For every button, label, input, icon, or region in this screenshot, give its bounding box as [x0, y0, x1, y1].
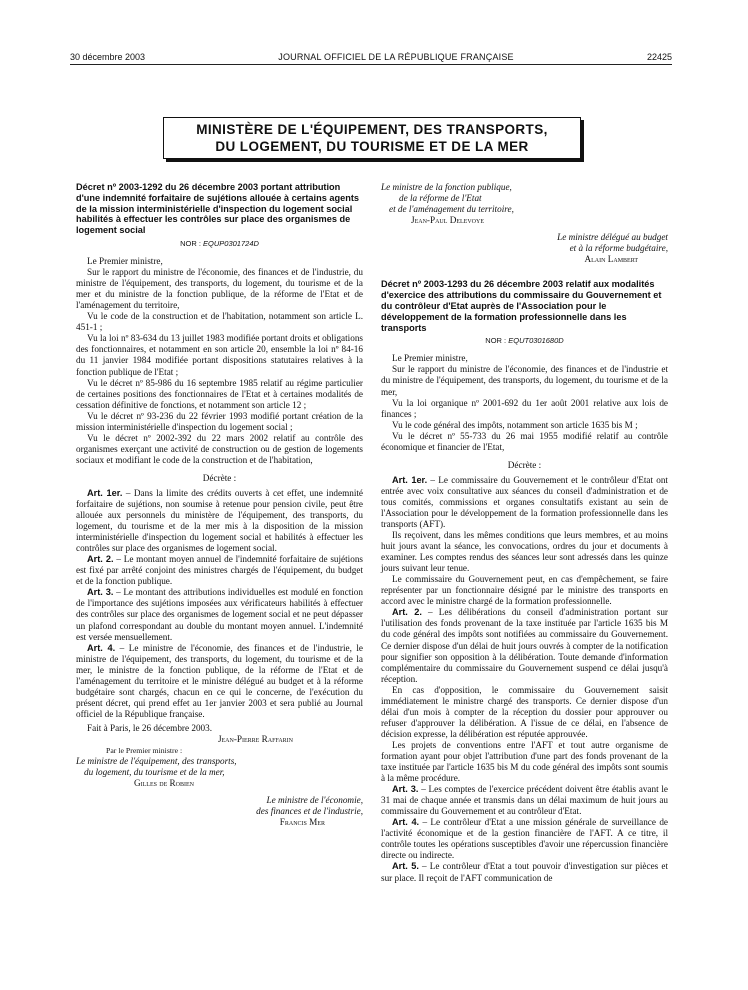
- article-2: [76, 554, 363, 587]
- signatory-title: Le ministre de l'équipement, des transports,: [76, 756, 237, 767]
- preamble-line: Sur le rapport du ministre de l'économie, des finances et de l'industrie et du ministre de l'équipement, des transports, du logement, du tourisme et de la mer,: [381, 364, 668, 397]
- preamble-line: Le Premier ministre,: [392, 353, 468, 364]
- ministry-line-2: DU LOGEMENT, DU TOURISME ET DE LA MER: [215, 139, 529, 154]
- nor-code: EQUT0301680D: [508, 336, 564, 346]
- nor-code: EQUP0301724D: [203, 238, 259, 248]
- decrete-heading: Décrète :: [507, 459, 542, 470]
- decrete-heading: Décrète :: [202, 472, 237, 483]
- article-text: – Le contrôleur d'Etat a une mission générale de surveillance de l'activité économique et de la gestion financière de l'AFT. A ce titre, il contrôle toutes les opérations susceptibles d'avoir une répercussion financière directe ou indirecte.: [381, 817, 668, 861]
- journal-title: JOURNAL OFFICIEL DE LA RÉPUBLIQUE FRANÇAISE: [278, 52, 514, 62]
- issue-date: 30 décembre 2003: [70, 52, 146, 62]
- signatory-title: Le ministre délégué au budget: [557, 232, 668, 243]
- visa-line: Vu le décret nº 85-986 du 16 septembre 1985 relatif au régime particulier de certaines positions des fonctionnaires de l'Etat et à certaines modalités de cessation définitive de fonctions, et notamment son article 12 ;: [76, 377, 363, 410]
- article-label: Art. 1er.: [87, 487, 123, 498]
- article-text: – Le commissaire du Gouvernement et le contrôleur d'Etat ont entrée avec voix consultative aux séances du conseil d'administration et de tous comités, commissions et organes consultatifs existant au sein de l'Association pour le développement de la formation professionnelle dans les transports (AFT).: [381, 474, 668, 530]
- article-text: – Le montant des attributions individuelles est modulé en fonction de l'importance des sujétions imposées aux vérificateurs habilités à effectuer des contrôles sur place des organismes de logement social et ne peut dépasser un plafond correspondant au double du montant moyen annuel. L'indemnité est versée mensuellement.: [76, 587, 363, 642]
- article-label: Art. 5.: [392, 861, 419, 872]
- article-label: Art. 3.: [87, 587, 114, 598]
- article-2: [381, 607, 668, 684]
- article-5: [381, 861, 668, 883]
- visa-line: Vu le décret nº 2002-392 du 22 mars 2002 relatif au contrôle des organismes exerçant une activité de construction ou de gestion de logements sociaux et modifiant le code de la construction et de l'habitation,: [76, 432, 363, 465]
- article-1: [76, 488, 363, 554]
- signatory-name: Jean-Paul Delevoye: [411, 215, 484, 226]
- preamble-line: Le Premier ministre,: [87, 256, 163, 267]
- visa-line: Vu le code de la construction et de l'habitation, notamment son article L. 451-1 ;: [76, 311, 363, 333]
- signatory-title: Le ministre de l'économie,: [266, 795, 363, 806]
- right-column: [381, 182, 668, 884]
- visa-line: Vu le décret nº 93-236 du 22 février 1993 modifié portant création de la mission interministérielle d'inspection du logement social ;: [76, 410, 363, 432]
- decree-2-title: Décret nº 2003-1293 du 26 décembre 2003 relatif aux modalités d'exercice des attributions du commissaire du Gouvernement et du contrôleur d'Etat auprès de l'Association pour le développement de la formation professionnelle dans les transports: [381, 279, 662, 333]
- article-text: – Les comptes de l'exercice précédent doivent être établis avant le 31 mai de chaque année et transmis dans un délai maximum de huit jours au commissaire du Gouvernement et au contrôleur d'Etat.: [381, 784, 668, 817]
- article-text: – Les délibérations du conseil d'administration portant sur l'utilisation des fonds provenant de la taxe instituée par l'article 1635 bis M du code général des impôts sont notifiées au commissaire du Gouvernement. Ce dernier dispose d'un délai de huit jours ouvrés à compter de la notification pour signifier son opposition à la délibération. Toute demande d'information complémentaire du commissaire du Gouvernement suspend ce délai jusqu'à réception.: [381, 607, 668, 684]
- signatory-name: Francis Mer: [279, 817, 325, 828]
- article-paragraph: Les projets de conventions entre l'AFT et tout autre organisme de formation ayant pour objet l'attribution d'une part des fonds provenant de la taxe instituée par l'article 1635 bis M du code général des impôts sont soumis à la même procédure.: [381, 739, 668, 784]
- article-paragraph: Ils reçoivent, dans les mêmes conditions que leurs membres, et au moins huit jours avant la séance, les convocations, ordres du jour et documents à examiner. Les comptes rendus des séances leur sont adressés dans les quinze jours suivant leur tenue.: [381, 530, 668, 574]
- nor-label: NOR :: [485, 336, 507, 346]
- article-paragraph: En cas d'opposition, le commissaire du Gouvernement saisit immédiatement le ministre chargé des transports. Ce dernier dispose d'un délai d'un mois à compter de la réception du dossier pour approuver ou refuser d'approuver la délibération. A l'issue de ce délai, en l'absence de décision expresse, la délibération est réputée approuvée.: [381, 684, 668, 739]
- decree-1-title: Décret nº 2003-1292 du 26 décembre 2003 portant attribution d'une indemnité forfaitaire de sujétions allouée à certains agents de la mission interministérielle d'inspection du logement social habilités à effectuer les contrôles sur place des organismes de logement social: [76, 182, 359, 236]
- article-text: – Le montant moyen annuel de l'indemnité forfaitaire de sujétions est fixé par arrêté conjoint des ministres chargés de l'équipement, du budget et de la fonction publique.: [76, 554, 363, 587]
- visa-line: Vu le décret nº 55-733 du 26 mai 1955 modifié relatif au contrôle économique et financier de l'Etat,: [381, 430, 668, 452]
- signer-name: Jean-Pierre Raffarin: [217, 734, 293, 744]
- visa-line: Vu la loi nº 83-634 du 13 juillet 1983 modifiée portant droits et obligations des fonctionnaires, et notamment en son article 20, ensemble la loi nº 84-16 du 11 janvier 1984 modifiée portant dispositions statutaires relatives à la fonction publique de l'Etat ;: [76, 333, 363, 377]
- signatory-title: et à la réforme budgétaire,: [569, 243, 668, 254]
- decree-1-nor: [76, 238, 363, 249]
- article-3: [381, 784, 668, 817]
- ministry-banner: [163, 117, 581, 159]
- visa-line: Vu la loi organique nº 2001-692 du 1er août 2001 relative aux lois de finances ;: [381, 397, 668, 419]
- article-label: Art. 2.: [392, 607, 422, 618]
- signatory-title: des finances et de l'industrie,: [256, 806, 363, 817]
- left-column: [76, 182, 363, 828]
- article-label: Art. 4.: [87, 642, 116, 653]
- ministry-line-1: MINISTÈRE DE L'ÉQUIPEMENT, DES TRANSPORTS,: [196, 122, 548, 137]
- signatory-title: Le ministre de la fonction publique,: [381, 182, 512, 192]
- decree-2-nor: [381, 335, 668, 346]
- article-paragraph: Le commissaire du Gouvernement peut, en cas d'empêchement, se faire représenter par un fonctionnaire désigné par le ministre des transports en accord avec le ministre chargé de la formation professionnelle.: [381, 574, 668, 607]
- visa-line: Vu le code général des impôts, notamment son article 1635 bis M ;: [392, 419, 638, 430]
- article-1: [381, 475, 668, 530]
- preamble-line: Sur le rapport du ministre de l'économie, des finances et de l'industrie, du ministre de l'équipement, des transports, du logement, du tourisme et de la mer et du ministre de la fonction publique, de la réforme de l'Etat et de l'aménagement du territoire,: [76, 267, 363, 311]
- article-text: – Dans la limite des crédits ouverts à cet effet, une indemnité forfaitaire de sujétions, non soumise à retenue pour pension civile, peut être allouée aux personnels du ministère de l'équipement, des transports, du logement, du tourisme et de la mer mis à la disposition de la mission interministérielle d'inspection du logement social et habilités à effectuer les contrôles sur place des organismes de logement social.: [76, 487, 364, 554]
- article-label: Art. 1er.: [392, 474, 428, 485]
- article-text: – Le contrôleur d'Etat a tout pouvoir d'investigation sur pièces et sur place. Il reçoit de l'AFT communication de: [381, 861, 668, 883]
- by-prime-minister: Par le Premier ministre :: [106, 746, 183, 756]
- article-4: [76, 643, 363, 720]
- page-number: 22425: [646, 52, 672, 62]
- article-label: Art. 2.: [87, 554, 114, 565]
- signatory-title: de la réforme de l'Etat: [399, 193, 482, 204]
- article-text: – Le ministre de l'économie, des finances et de l'industrie, le ministre de l'équipement, des transports, du logement, du tourisme et de la mer, le ministre de la fonction publique, de la réforme de l'Etat et de l'aménagement du territoire et le ministre délégué au budget et à la réforme budgétaire sont chargés, chacun en ce qui le concerne, de l'exécution du présent décret, qui prend effet au 1er janvier 2003 et sera publié au Journal officiel de la République française.: [76, 642, 363, 719]
- article-3: [76, 587, 363, 642]
- running-header: [70, 52, 672, 62]
- signing-place-date: Fait à Paris, le 26 décembre 2003.: [87, 722, 213, 733]
- header-rule: [70, 64, 672, 65]
- article-4: [381, 817, 668, 861]
- signatory-name: Alain Lambert: [584, 254, 638, 265]
- signatory-name: Gilles de Robien: [134, 778, 195, 789]
- article-label: Art. 3.: [392, 784, 419, 795]
- signatory-title: et de l'aménagement du territoire,: [389, 204, 514, 215]
- nor-label: NOR :: [180, 238, 201, 248]
- article-label: Art. 4.: [392, 817, 420, 828]
- signatory-title: du logement, du tourisme et de la mer,: [84, 767, 225, 778]
